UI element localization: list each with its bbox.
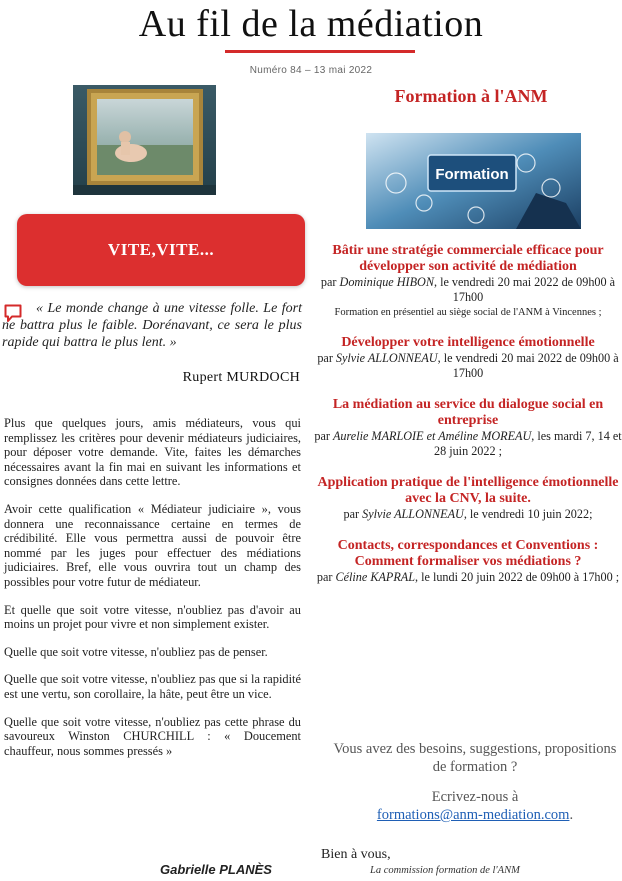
course-details: par Aurelie MARLOIE et Améline MOREAU, les mardi 7, 14 et 28 juin 2022 ; [314,429,622,458]
paragraph: Et quelle que soit votre vitesse, n'oubliez pas d'avoir au moins un projet pour vivre et non simplement exister. [4,602,301,632]
title-divider [225,50,415,53]
course-details: par Sylvie ALLONNEAU, le vendredi 20 mai 2022 de 09h00 à 17h00 [317,351,619,380]
contact-block [330,740,620,824]
formation-heading: Formation à l'ANM [394,86,548,106]
paragraph: Plus que quelques jours, amis médiateurs, vous qui remplissez les critères pour devenir médiateurs judiciaires, pour déposer votre demande. Vite, faites les démarches nécessaires avant la fin mai en suivant les informations et consignes données dans cette lettre. [4,416,301,489]
closing-text: Bien à vous, [321,847,391,862]
course-title: La médiation au service du dialogue social en entreprise [332,397,604,428]
course-title: Contacts, correspondances et Conventions : Comment formaliser vos médiations ? [337,538,599,569]
course-item [310,335,622,381]
course-title: Développer votre intelligence émotionnelle [341,335,595,350]
course-title: Application pratique de l'intelligence émotionnelle avec la CNV, la suite. [317,475,619,506]
painting-image [73,85,216,195]
commission-signature: La commission formation de l'ANM [370,865,520,876]
course-title: Bâtir une stratégie commerciale efficace pour développer son activité de médiation [332,243,604,274]
paragraph: Avoir cette qualification « Médiateur judiciaire », vous donnera une reconnaissance certaine en termes de crédibilité. Elle vous permettra aussi de pouvoir être nommé par les juges pour effectuer des médiations judiciaires. Bref, elle vous ouvrira tout un champ des possibles pour votre futur de médiateur. [4,501,301,589]
course-note: Formation en présentiel au siège social de l'ANM à Vincennes ; [334,307,602,318]
course-item [310,538,622,585]
vite-banner-text: VITE,VITE... [107,240,215,259]
quote-author: Rupert MURDOCH [182,370,300,385]
email-line: formations@anm-mediation.com. [376,807,574,823]
course-item [310,243,622,319]
issue-number: Numéro 84 – 13 mai 2022 [249,65,373,76]
paragraph: Quelle que soit votre vitesse, n'oubliez pas de penser. [4,644,268,659]
course-details: par Céline KAPRAL, le lundi 20 juin 2022 de 09h00 à 17h00 ; [316,570,620,584]
author-signature: Gabrielle PLANÈS [160,862,272,877]
write-text: Ecrivez-nous à [431,789,519,805]
courses-list [310,243,622,601]
formation-image-label: Formation [435,166,509,183]
email-link[interactable]: formations@anm-mediation.com [376,807,570,823]
editorial-text [4,416,301,771]
paragraph: Quelle que soit votre vitesse, n'oubliez pas que si la rapidité est une vertu, son corollaire, la hâte, peut être un vice. [4,672,301,701]
course-details: par Sylvie ALLONNEAU, le vendredi 10 juin 2022; [343,507,593,521]
formation-image [366,133,581,229]
murdoch-quote: « Le monde change à une vitesse folle. Le fort ne battra plus le faible. Dorénavant, ce sera le plus rapide qui battra le plus lent. » [2,301,302,350]
newsletter-title: Au fil de la médiation [138,3,484,45]
paragraph: Quelle que soit votre vitesse, n'oubliez pas cette phrase du savoureux Winston CHURCHILL : « Doucement chauffeur, nous sommes pressés » [4,714,301,758]
needs-text: Vous avez des besoins, suggestions, propositions de formation ? [333,741,617,775]
course-item [310,397,622,459]
course-details: par Dominique HIBON, le vendredi 20 mai 2022 de 09h00 à 17h00 [320,275,616,304]
vite-banner [17,214,305,286]
course-item [310,475,622,522]
